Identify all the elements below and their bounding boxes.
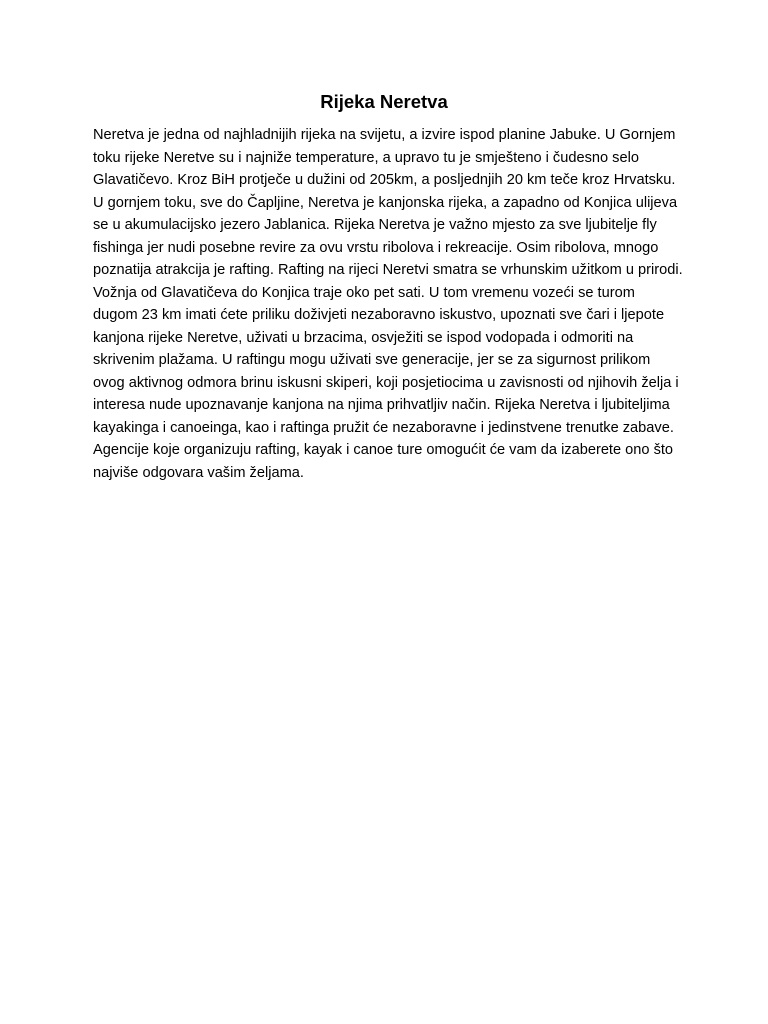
document-paragraph: Neretva je jedna od najhladnijih rijeka na svijetu, a izvire ispod planine Jabuke. U Gornjem toku rijeke Neretve su i najniže temperature, a upravo tu je smješteno i čudesno selo Glavatičevo. Kroz BiH protječe u dužini od 205km, a posljednjih 20 km teče kroz Hrvatsku. U gornjem toku, sve do Čapljine, Neretva je kanjonska rijeka, a zapadno od Konjica ulijeva se u akumulacijsko jezero Jablanica. Rijeka Neretva je važno mjesto za sve ljubitelje fly fishinga jer nudi posebne revire za ovu vrstu ribolova i rekreacije. Osim ribolova, mnogo poznatija atrakcija je rafting. Rafting na rijeci Neretvi smatra se vrhunskim užitkom u prirodi. Vožnja od Glavatičeva do Konjica traje oko pet sati. U tom vremenu vozeći se turom dugom 23 km imati ćete priliku doživjeti nezaboravno iskustvo, upoznati sve čari i ljepote kanjona rijeke Neretve, uživati u brzacima, osvježiti se ispod vodopada i odmoriti na skrivenim plažama. U raftingu mogu uživati sve generacije, jer se za sigurnost prilikom ovog aktivnog odmora brinu iskusni skiperi, koji posjetiocima u zavisnosti od njihovih želja i interesa nude upoznavanje kanjona na njima prihvatljiv način. Rijeka Neretva i ljubiteljima kayakinga i canoeinga, kao i raftinga pružit će nezaboravne i jedinstvene trenutke zabave. Agencije koje organizuju rafting, kayak i canoe ture omogućit će vam da izaberete ono što najviše odgovara vašim željama. xyxy=(93,127,683,481)
document-title: Rijeka Neretva xyxy=(320,91,448,112)
